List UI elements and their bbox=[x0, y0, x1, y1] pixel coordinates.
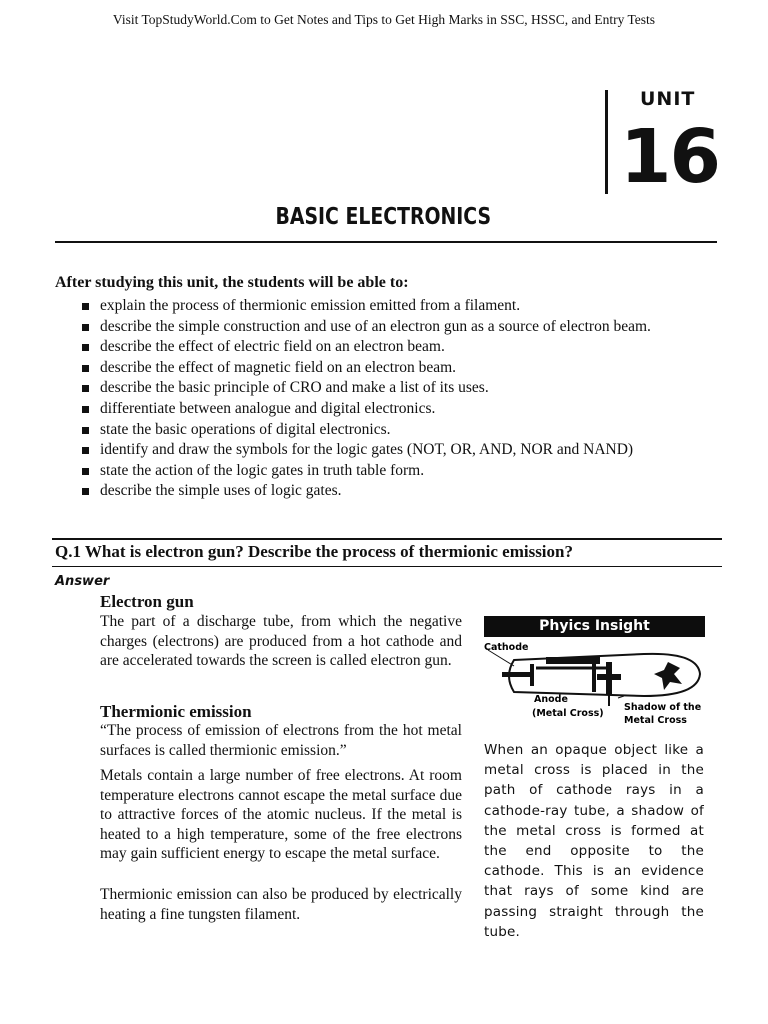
objective-item bbox=[78, 337, 728, 358]
objective-text: identify and draw the symbols for the logic gates (NOT, OR, AND, NOR and NAND) bbox=[100, 441, 634, 459]
question-rule-bottom bbox=[52, 566, 722, 567]
objective-text: describe the simple uses of logic gates. bbox=[100, 482, 342, 500]
objectives-list bbox=[78, 296, 728, 502]
label-pointer bbox=[618, 696, 624, 698]
thermionic-definition: “The process of emission of electrons from the hot metal surfaces is called thermionic emission.” bbox=[100, 722, 462, 759]
metal-cross-label: (Metal Cross) bbox=[532, 708, 604, 719]
answer-label: Answer bbox=[55, 574, 110, 589]
question-rule-top bbox=[52, 538, 722, 540]
bullet-icon bbox=[82, 365, 89, 372]
objectives-intro: After studying this unit, the students will be able to: bbox=[55, 274, 409, 291]
objective-text: describe the effect of electric field on an electron beam. bbox=[100, 338, 445, 356]
objective-item bbox=[78, 461, 728, 482]
cathode-ray-label-box bbox=[546, 657, 600, 664]
question-heading: Q.1 What is electron gun? Describe the process of thermionic emission? bbox=[55, 542, 573, 561]
objective-text: differentiate between analogue and digital electronics. bbox=[100, 399, 436, 417]
objective-text: state the action of the logic gates in truth table form. bbox=[100, 461, 425, 479]
objective-item bbox=[78, 440, 728, 461]
anode-label: Anode bbox=[534, 694, 568, 705]
cathode-label: Cathode bbox=[484, 642, 529, 653]
objective-item bbox=[78, 317, 728, 338]
bullet-icon bbox=[82, 324, 89, 331]
bullet-icon bbox=[82, 468, 89, 475]
cathode-plate bbox=[530, 664, 534, 686]
cathode-ray-tube-diagram bbox=[484, 638, 708, 730]
objective-item bbox=[78, 296, 728, 317]
objective-text: describe the basic principle of CRO and make a list of its uses. bbox=[100, 379, 489, 397]
insight-header: Phyics Insight bbox=[484, 616, 705, 637]
cathode-electrode bbox=[502, 672, 530, 677]
shadow-label-line2: Metal Cross bbox=[624, 715, 687, 726]
site-banner: Visit TopStudyWorld.Com to Get Notes and Tips to Get High Marks in SSC, HSSC, and Entry Tests bbox=[112, 12, 656, 27]
insight-text: When an opaque object like a metal cross is placed in the path of cathode rays in a cathode-ray tube, a shadow of the metal cross is formed at the end opposite to the cathode. This is an evidence that rays of some kind are passing straight through the tube. bbox=[484, 742, 704, 940]
bullet-icon bbox=[82, 447, 89, 454]
bullet-icon bbox=[82, 385, 89, 392]
shadow-label-line1: Shadow of the bbox=[624, 702, 702, 713]
thermionic-heading: Thermionic emission bbox=[100, 702, 252, 721]
anode-electrode bbox=[592, 658, 596, 692]
unit-number: 16 bbox=[620, 114, 719, 200]
objective-text: state the basic operations of digital electronics. bbox=[100, 420, 391, 438]
bullet-icon bbox=[82, 488, 89, 495]
objective-item bbox=[78, 399, 728, 420]
objective-item bbox=[78, 481, 728, 502]
shadow-of-cross bbox=[654, 662, 682, 690]
objective-text: describe the simple construction and use of an electron gun as a source of electron beam. bbox=[100, 317, 651, 335]
bullet-icon bbox=[82, 406, 89, 413]
thermionic-paragraph: Metals contain a large number of free electrons. At room temperature electrons cannot escape the metal surface due to attractive forces of the atomic nucleus. If the metal is heated to a high temperature, some of the free electrons may gain sufficient energy to escape the metal surface. bbox=[100, 767, 462, 863]
objective-item bbox=[78, 358, 728, 379]
electron-gun-heading: Electron gun bbox=[100, 592, 194, 611]
objective-text: describe the effect of magnetic field on an electron beam. bbox=[100, 358, 457, 376]
objective-item bbox=[78, 420, 728, 441]
unit-divider bbox=[605, 90, 608, 194]
bullet-icon bbox=[82, 303, 89, 310]
objective-item bbox=[78, 378, 728, 399]
chapter-title: BASIC ELECTRONICS bbox=[275, 204, 492, 230]
title-rule bbox=[55, 241, 717, 243]
thermionic-paragraph: Thermionic emission can also be produced by electrically heating a fine tungsten filament. bbox=[100, 886, 462, 923]
metal-cross-horizontal bbox=[597, 674, 621, 680]
objective-text: explain the process of thermionic emission emitted from a filament. bbox=[100, 297, 521, 314]
bullet-icon bbox=[82, 427, 89, 434]
electron-gun-text: The part of a discharge tube, from which the negative charges (electrons) are produced from a hot cathode and are accelerated towards the screen is called electron gun. bbox=[100, 613, 462, 670]
unit-label: UNIT bbox=[640, 88, 696, 110]
bullet-icon bbox=[82, 344, 89, 351]
